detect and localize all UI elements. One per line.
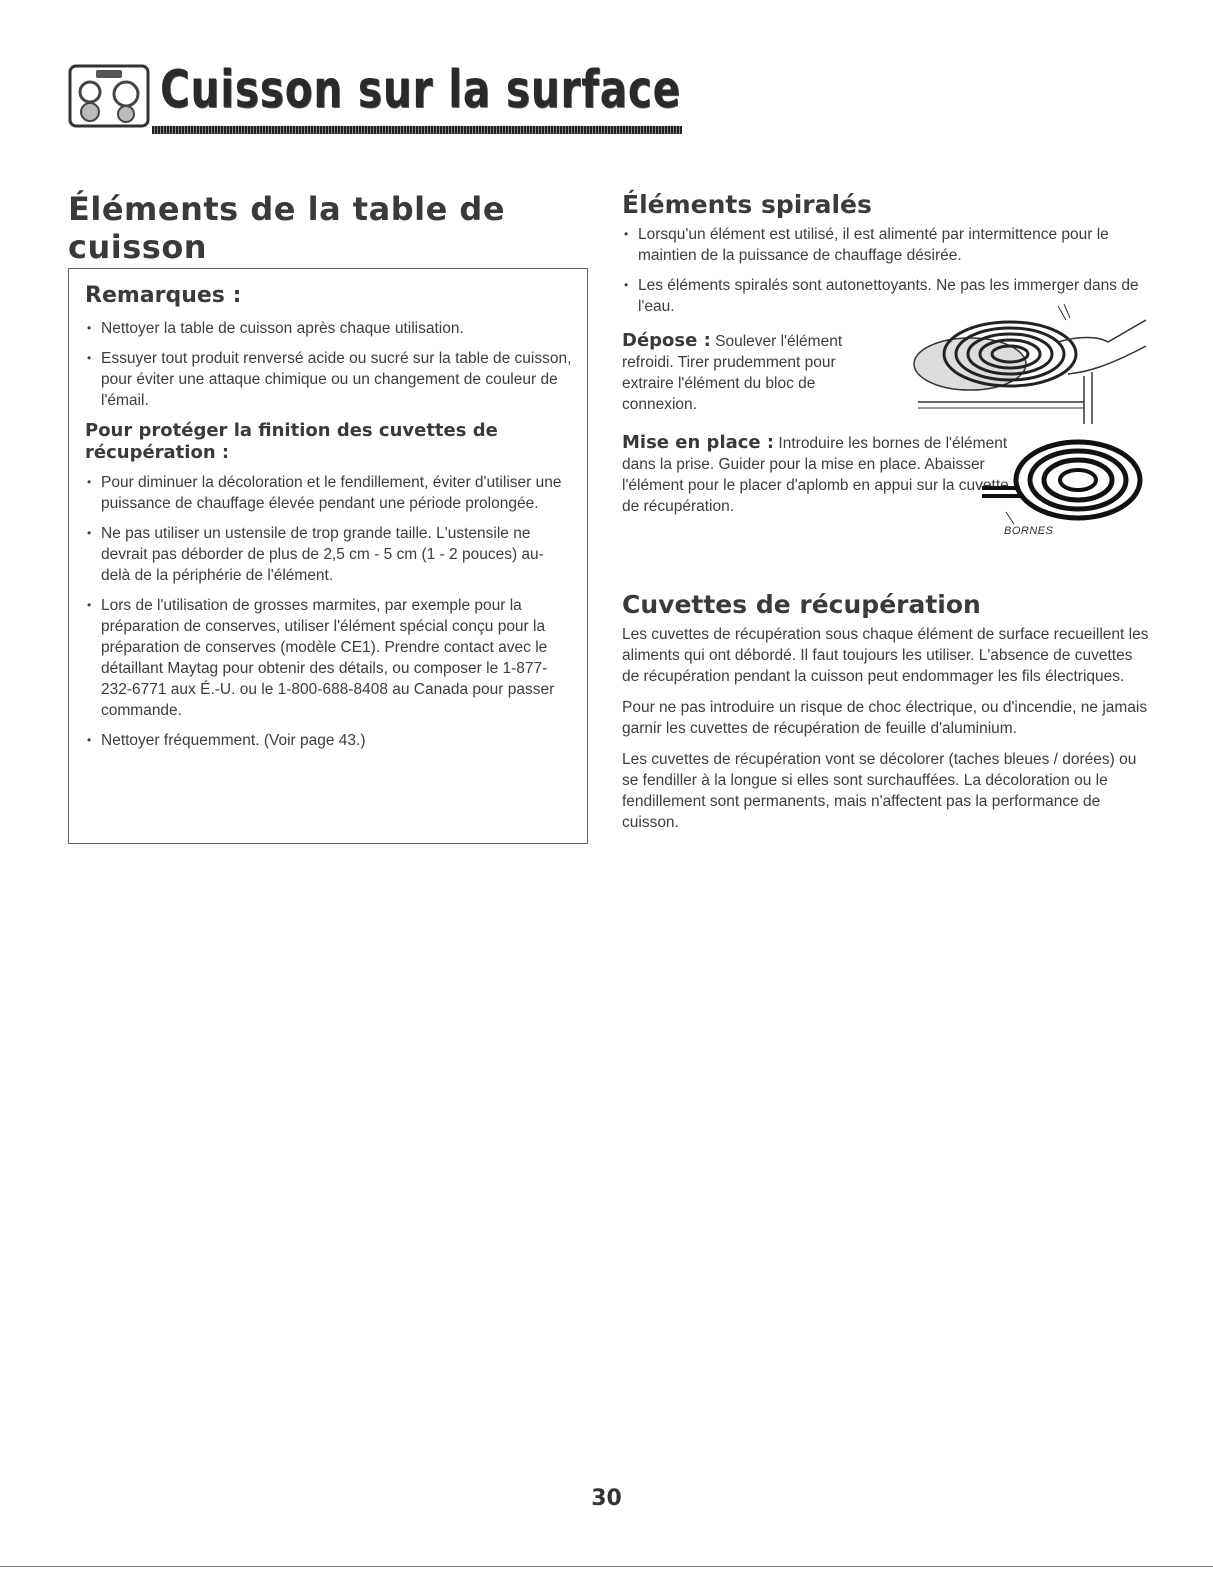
section-header-title: Cuisson sur la surface: [160, 60, 681, 120]
list-item: • Nettoyer la table de cuisson après chaque utilisation.: [85, 318, 573, 339]
coil-removal-illustration: [908, 296, 1148, 424]
list-item: • Ne pas utiliser un ustensile de trop grande taille. L'ustensile ne devrait pas déborder de plus de 2,5 cm - 5 cm (1 - 2 pouces) au-delà de la périphérie de l'élément.: [85, 523, 573, 586]
list-item: • Nettoyer fréquemment. (Voir page 43.): [85, 730, 573, 751]
remarques-title: Remarques :: [85, 283, 242, 308]
mise-en-place-paragraph: [622, 432, 1022, 527]
depose-label: Dépose :: [622, 330, 711, 351]
list-item: • Lors de l'utilisation de grosses marmites, par exemple pour la préparation de conserves, utiliser l'élément spécial conçu pour la préparation de conserves (modèle CE1). Prendre contact avec le détaillant Maytag pour obtenir des détails, ou composer le 1-877-232-6771 aux É.-U. ou le 1-800-688-8408 au Canada pour passer commande.: [85, 595, 573, 721]
left-column: [68, 190, 588, 266]
list-item: • Essuyer tout produit renversé acide ou sucré sur la table de cuisson, pour éviter une attaque chimique ou un changement de couleur de l'émail.: [85, 348, 573, 411]
cuvettes-paragraph: Pour ne pas introduire un risque de choc électrique, ou d'incendie, ne jamais garnir les cuvettes de récupération de feuille d'aluminium.: [622, 699, 1148, 737]
header-rule: [152, 126, 682, 134]
cuvettes-title: Cuvettes de récupération: [622, 590, 981, 619]
cuvettes-section: [622, 590, 1152, 843]
remarques-list: [85, 318, 573, 411]
cuvettes-paragraph: Les cuvettes de récupération sous chaque élément de surface recueillent les aliments qui ont débordé. Il faut toujours les utiliser. L'absence de cuvettes de récupération pendant la cuisson peut endommager les fils électriques.: [622, 626, 1149, 685]
page-header: [68, 60, 681, 144]
remarques-box: [68, 268, 588, 844]
stove-top-icon: [68, 64, 154, 130]
page-number: 30: [591, 1486, 622, 1511]
mise-text: Introduire les bornes de l'élément dans la prise. Guider pour la mise en place. Abaisser l'élément pour le placer d'aplomb en appui sur la cuvette de récupération.: [622, 435, 1009, 515]
coil-element-illustration: [978, 438, 1146, 528]
mise-label: Mise en place :: [622, 432, 775, 453]
protect-title: Pour protéger la finition des cuvettes de récupération :: [85, 420, 498, 463]
list-item: • Lorsqu'un élément est utilisé, il est alimenté par intermittence pour le maintien de la puissance de chauffage désirée.: [622, 224, 1152, 266]
protect-list: [85, 472, 573, 751]
bornes-label: BORNES: [1004, 525, 1054, 537]
depose-text: Soulever l'élément refroidi. Tirer prudemment pour extraire l'élément du bloc de connexion.: [622, 333, 843, 413]
list-item: • Les éléments spiralés sont autonettoyants. Ne pas les immerger dans de l'eau.: [622, 275, 1152, 317]
page-title: Éléments de la table de cuisson: [68, 190, 506, 266]
list-item: • Pour diminuer la décoloration et le fendillement, éviter d'utiliser une puissance de chauffage élevée pendant une période prolongée.: [85, 472, 573, 514]
depose-paragraph: [622, 330, 887, 425]
bottom-rule: [0, 1566, 1213, 1567]
spirales-title: Éléments spiralés: [622, 190, 872, 219]
cuvettes-paragraph: Les cuvettes de récupération vont se décolorer (taches bleues / dorées) ou se fendiller à la longue si elles sont surchauffées. La décoloration ou le fendillement sont permanents, mais n'affectent pas la performance de cuisson.: [622, 751, 1137, 831]
